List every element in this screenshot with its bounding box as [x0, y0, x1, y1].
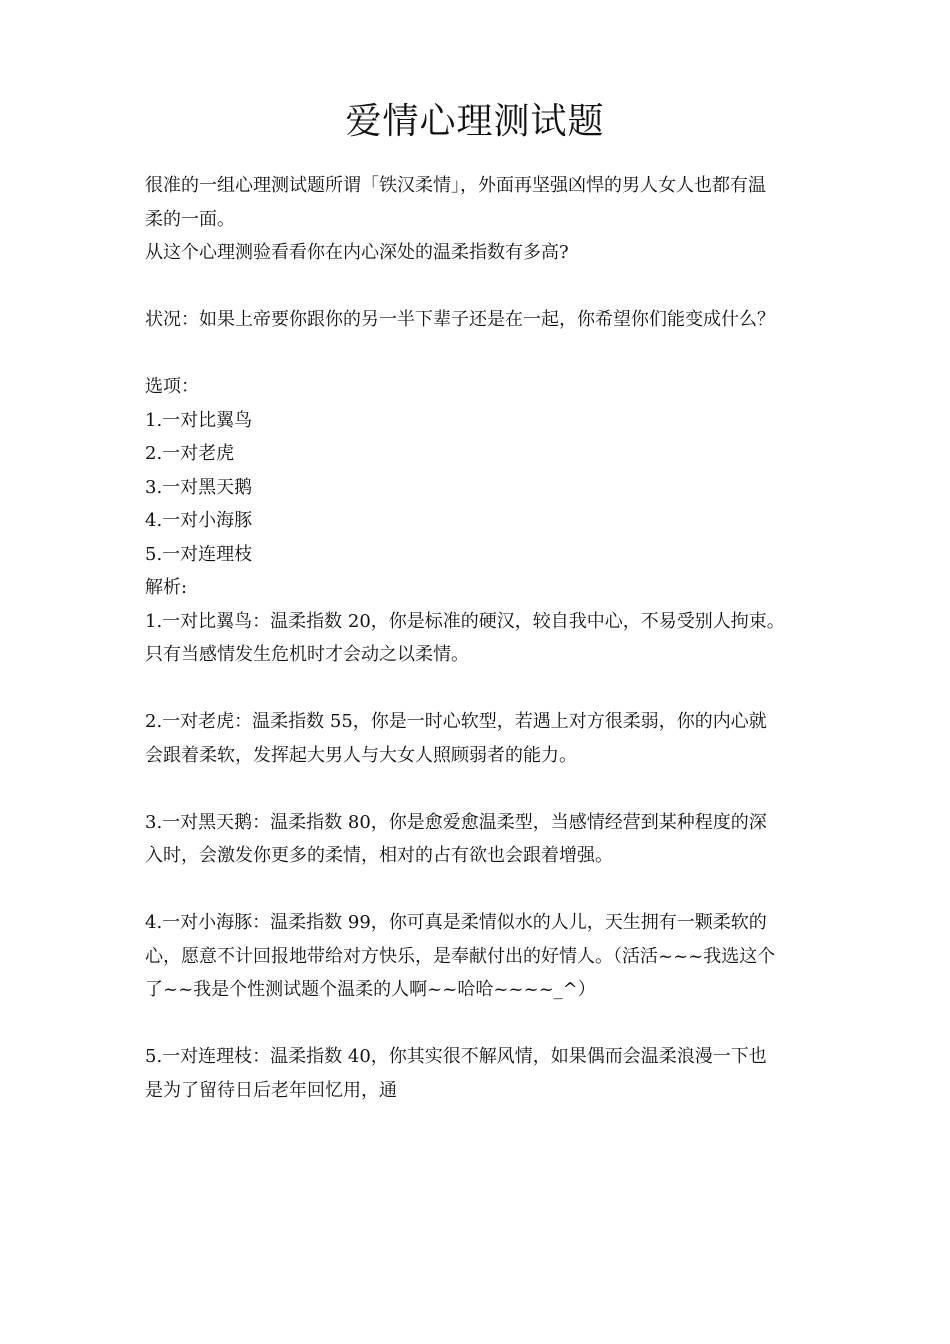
options-heading: 选项：: [145, 376, 199, 397]
option-item: 5.一对连理枝: [145, 543, 253, 565]
blank-line: [145, 672, 815, 706]
analysis-line: 1.一对比翼鸟：温柔指数 20，你是标准的硬汉，较自我中心，不易受别人拘束。: [145, 610, 785, 632]
analysis-line: 会跟着柔软，发挥起大男人与大女人照顾弱者的能力。: [145, 744, 577, 766]
analysis-line: 2.一对老虎：温柔指数 55，你是一时心软型，若遇上对方很柔弱，你的内心就: [145, 711, 767, 732]
analysis-line: 心，愿意不计回报地带给对方快乐，是奉献付出的好情人。（活活~~~我选这个: [145, 945, 776, 967]
document-title: 爱情心理测试题: [345, 101, 605, 142]
option-item: 4.一对小海豚: [145, 510, 253, 531]
analysis-line: 4.一对小海豚：温柔指数 99，你可真是柔情似水的人儿，天生拥有一颗柔软的: [145, 912, 767, 933]
analysis-line: 5.一对连理枝：温柔指数 40，你其实很不解风情，如果偶而会温柔浪漫一下也: [145, 1046, 767, 1067]
intro-line: 从这个心理测验看看你在内心深处的温柔指数有多高?: [145, 242, 569, 263]
option-item: 3.一对黑天鹅: [145, 476, 253, 498]
blank-line: [145, 337, 815, 371]
blank-line: [145, 1007, 815, 1041]
blank-line: [145, 873, 815, 907]
analysis-line: 只有当感情发生危机时才会动之以柔情。: [145, 644, 469, 665]
analysis-line: 是为了留待日后老年回忆用，通: [145, 1079, 397, 1101]
analysis-line: 了~~我是个性测试题个温柔的人啊~~哈哈~~~~_^）: [145, 979, 596, 1000]
analysis-line: 入时，会激发你更多的柔情，相对的占有欲也会跟着增强。: [145, 845, 613, 866]
option-item: 1.一对比翼鸟: [145, 409, 253, 431]
situation-text: 状况：如果上帝要你跟你的另一半下辈子还是在一起，你希望你们能变成什么？: [145, 309, 775, 330]
intro-line: 很准的一组心理测试题所谓「铁汉柔情」，外面再坚强凶悍的男人女人也都有温: [145, 175, 766, 196]
option-item: 2.一对老虎: [145, 443, 235, 464]
blank-line: [145, 270, 815, 304]
analysis-heading: 解析:: [145, 577, 188, 598]
blank-line: [145, 772, 815, 806]
intro-line: 柔的一面。: [145, 208, 235, 230]
analysis-line: 3.一对黑天鹅：温柔指数 80，你是愈爱愈温柔型，当感情经营到某种程度的深: [145, 811, 767, 833]
document-body: [145, 169, 815, 1107]
